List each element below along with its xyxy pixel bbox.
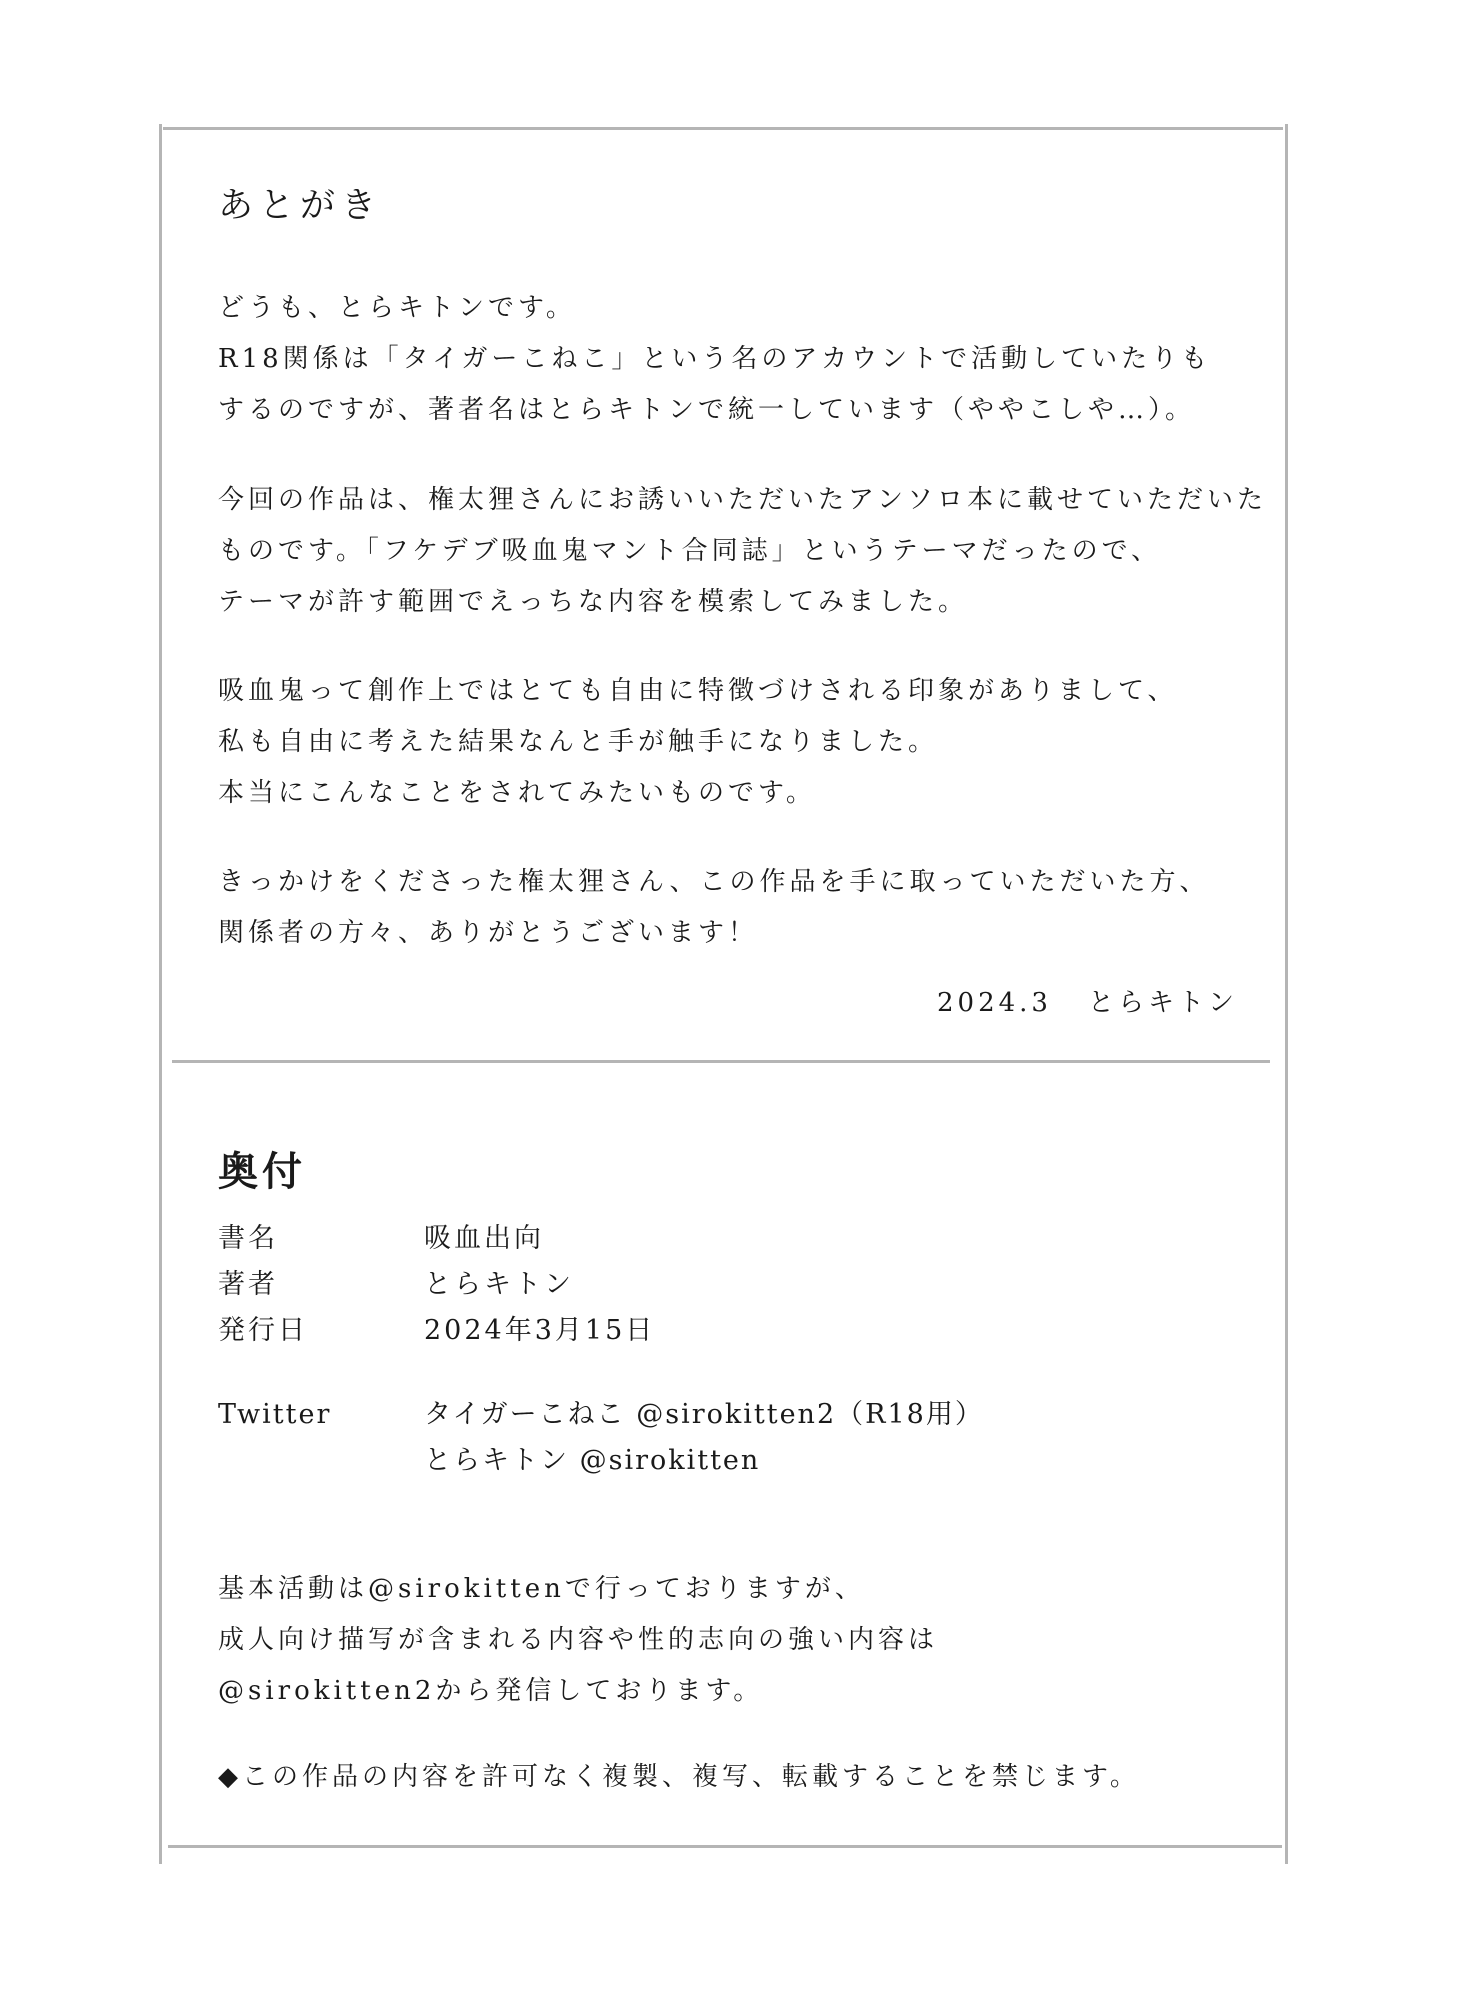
right-frame-line [1285,124,1288,1864]
afterword-line: するのですが、著者名はとらキトンで統一しています（ややこしや…）。 [218,395,1196,425]
afterword-line: 私も自由に考えた結果なんと手が触手になりました。 [218,727,939,757]
note-line: @sirokitten2から発信しております。 [218,1676,764,1706]
twitter-accounts [424,1392,984,1484]
twitter-label: Twitter [218,1399,332,1430]
afterword-line: 今回の作品は、権太狸さんにお誘いいただいたアンソロ本に載せていただいた [218,485,1267,515]
note-line: 基本活動は@sirokittenで行っておりますが、 [218,1574,865,1604]
top-frame-line [163,127,1283,130]
note-line: 成人向け描写が含まれる内容や性的志向の強い内容は [218,1625,939,1655]
afterword-line: ものです。「フケデブ吸血鬼マント合同誌」というテーマだったので、 [218,536,1162,566]
afterword-signature [937,982,1238,1019]
prohibition-notice: ◆この作品の内容を許可なく複製、複写、転載することを禁じます。 [218,1762,1140,1792]
colophon-value: 2024年3月15日 [424,1314,656,1346]
afterword-line: 関係者の方々、ありがとうございます！ [218,918,759,948]
colophon-heading: 奥付 [218,1148,306,1195]
signature-date: 2024.3 [937,988,1052,1018]
bottom-frame-line [168,1845,1282,1848]
afterword-line: きっかけをくださった権太狸さん、この作品を手に取っていただいた方、 [218,867,1210,897]
afterword-line: R18関係は「タイガーこねこ」という名のアカウントで活動していたりも [218,344,1212,374]
afterword-paragraph-2 [218,475,1267,628]
afterword-line: 吸血鬼って創作上ではとても自由に特徴づけされる印象がありまして、 [218,676,1178,706]
colophon-row-date [218,1304,655,1350]
colophon-label: 発行日 [218,1314,308,1346]
colophon-value: 吸血出向 [424,1222,544,1254]
colophon-value: とらキトン [424,1268,574,1300]
colophon-label: 書名 [218,1222,278,1254]
afterword-line: テーマが許す範囲でえっちな内容を模索してみました。 [218,587,969,617]
colophon-table [218,1212,655,1350]
afterword-paragraph-4 [218,857,1210,959]
left-frame-line [159,124,162,1864]
afterword-line: 本当にこんなことをされてみたいものです。 [218,778,816,808]
afterword-paragraph-3 [218,666,1177,819]
twitter-block [218,1392,984,1484]
section-divider-line [172,1060,1270,1063]
afterword-paragraph-1 [218,283,1211,436]
colophon-row-author [218,1258,655,1304]
colophon-label: 著者 [218,1268,278,1300]
twitter-account: とらキトン @sirokitten [424,1445,761,1476]
colophon-note [218,1564,938,1717]
signature-name: とらキトン [1087,988,1238,1018]
colophon-row-title [218,1212,655,1258]
afterword-line: どうも、とらキトンです。 [218,293,576,323]
afterword-heading: あとがき [218,186,383,226]
twitter-account: タイガーこねこ @sirokitten2（R18用） [424,1399,984,1430]
